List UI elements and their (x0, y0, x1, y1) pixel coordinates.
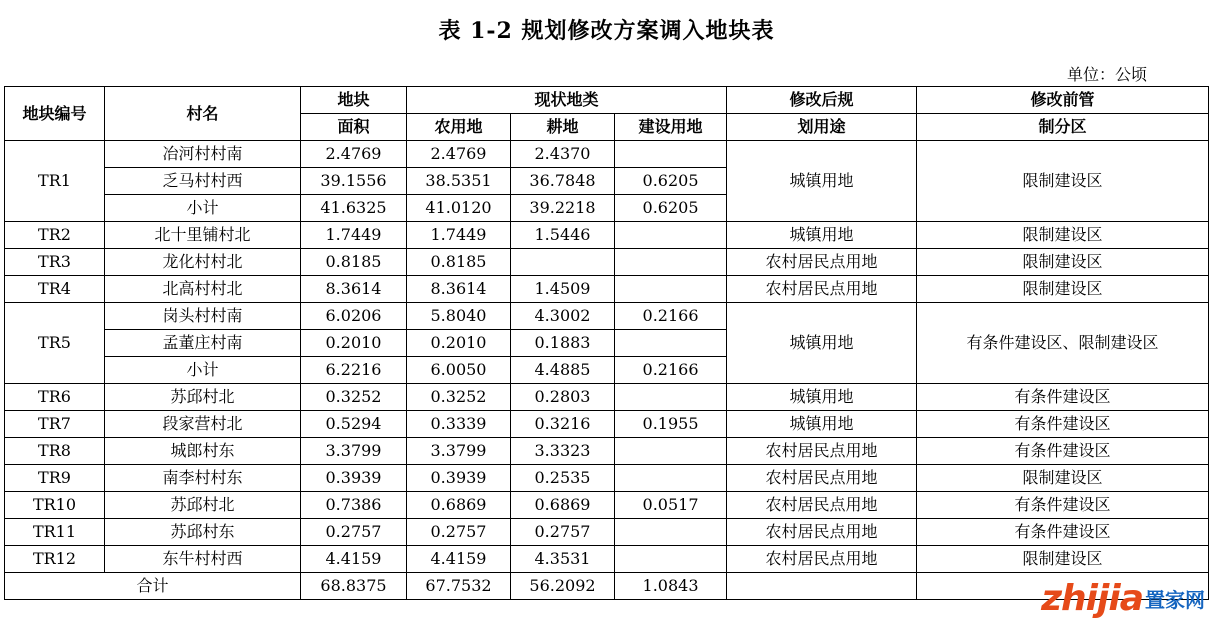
cell-use: 农村居民点用地 (727, 249, 917, 276)
table-row (5, 519, 1209, 546)
cell-farm: 0.6869 (407, 492, 511, 519)
cell-village: 乏马村村西 (105, 168, 301, 195)
header-row-1 (5, 87, 1209, 114)
cell-arable: 56.2092 (511, 573, 615, 600)
cell-area: 0.2010 (301, 330, 407, 357)
cell-block-id: TR6 (5, 384, 105, 411)
cell-arable: 4.3002 (511, 303, 615, 330)
cell-zone: 有条件建设区、限制建设区 (917, 303, 1209, 384)
cell-arable: 1.5446 (511, 222, 615, 249)
cell-zone: 限制建设区 (917, 546, 1209, 573)
cell-area: 0.3939 (301, 465, 407, 492)
cell-area: 6.0206 (301, 303, 407, 330)
cell-build: 0.6205 (615, 195, 727, 222)
cell-build (615, 222, 727, 249)
cell-area: 8.3614 (301, 276, 407, 303)
cell-arable: 36.7848 (511, 168, 615, 195)
cell-use: 农村居民点用地 (727, 465, 917, 492)
cell-build: 0.6205 (615, 168, 727, 195)
cell-arable: 0.1883 (511, 330, 615, 357)
cell-block-id: TR4 (5, 276, 105, 303)
table-row (5, 303, 1209, 330)
cell-block-id: TR3 (5, 249, 105, 276)
cell-area: 41.6325 (301, 195, 407, 222)
cell-village: 龙化村村北 (105, 249, 301, 276)
cell-farm: 67.7532 (407, 573, 511, 600)
unit-label: 单位：公顷 (1066, 65, 1147, 84)
cell-village: 小计 (105, 357, 301, 384)
table-body (5, 141, 1209, 600)
cell-farm: 0.3252 (407, 384, 511, 411)
cell-zone: 限制建设区 (917, 249, 1209, 276)
table-row (5, 411, 1209, 438)
cell-build: 0.1955 (615, 411, 727, 438)
table-row (5, 384, 1209, 411)
header-use-bottom: 划用途 (727, 114, 917, 141)
cell-zone: 有条件建设区 (917, 384, 1209, 411)
header-zone-top: 修改前管 (917, 87, 1209, 114)
cell-area: 4.4159 (301, 546, 407, 573)
cell-area: 0.8185 (301, 249, 407, 276)
cell-area: 0.3252 (301, 384, 407, 411)
cell-area: 3.3799 (301, 438, 407, 465)
cell-use: 城镇用地 (727, 303, 917, 384)
cell-village: 苏邱村北 (105, 492, 301, 519)
table-row (5, 438, 1209, 465)
cell-arable (511, 249, 615, 276)
table-row-total (5, 573, 1209, 600)
cell-arable: 0.2757 (511, 519, 615, 546)
cell-use: 城镇用地 (727, 141, 917, 222)
cell-arable: 1.4509 (511, 276, 615, 303)
cell-village: 苏邱村北 (105, 384, 301, 411)
cell-zone: 有条件建设区 (917, 492, 1209, 519)
cell-arable: 0.6869 (511, 492, 615, 519)
cell-village: 岗头村村南 (105, 303, 301, 330)
cell-farm: 0.2010 (407, 330, 511, 357)
cell-build: 0.0517 (615, 492, 727, 519)
cell-use (727, 573, 917, 600)
watermark-latin: zhijia (1041, 577, 1143, 619)
cell-block-id: TR1 (5, 141, 105, 222)
cell-arable: 0.2535 (511, 465, 615, 492)
cell-farm: 0.3939 (407, 465, 511, 492)
cell-block-id: TR12 (5, 546, 105, 573)
cell-zone: 有条件建设区 (917, 519, 1209, 546)
cell-farm: 1.7449 (407, 222, 511, 249)
cell-build: 0.2166 (615, 357, 727, 384)
cell-build (615, 546, 727, 573)
cell-use: 农村居民点用地 (727, 519, 917, 546)
table-row (5, 222, 1209, 249)
header-build: 建设用地 (615, 114, 727, 141)
cell-area: 39.1556 (301, 168, 407, 195)
cell-use: 城镇用地 (727, 222, 917, 249)
cell-build (615, 465, 727, 492)
cell-area: 68.8375 (301, 573, 407, 600)
cell-arable: 0.2803 (511, 384, 615, 411)
cell-farm: 8.3614 (407, 276, 511, 303)
cell-zone: 有条件建设区 (917, 411, 1209, 438)
cell-village: 城郎村东 (105, 438, 301, 465)
table-row (5, 546, 1209, 573)
cell-area: 0.2757 (301, 519, 407, 546)
cell-arable: 0.3216 (511, 411, 615, 438)
cell-farm: 38.5351 (407, 168, 511, 195)
header-use-top: 修改后规 (727, 87, 917, 114)
cell-village: 冶河村村南 (105, 141, 301, 168)
cell-village: 孟董庄村南 (105, 330, 301, 357)
cell-farm: 41.0120 (407, 195, 511, 222)
cell-arable: 4.3531 (511, 546, 615, 573)
cell-farm: 3.3799 (407, 438, 511, 465)
cell-block-id: TR10 (5, 492, 105, 519)
cell-village: 北高村村北 (105, 276, 301, 303)
cell-farm: 4.4159 (407, 546, 511, 573)
cell-zone: 限制建设区 (917, 276, 1209, 303)
cell-block-id: TR9 (5, 465, 105, 492)
header-village: 村名 (105, 87, 301, 141)
cell-area: 0.7386 (301, 492, 407, 519)
header-area-bottom: 面积 (301, 114, 407, 141)
cell-village: 东牛村村西 (105, 546, 301, 573)
cell-arable: 3.3323 (511, 438, 615, 465)
cell-block-id: TR2 (5, 222, 105, 249)
table-row (5, 492, 1209, 519)
cell-area: 0.5294 (301, 411, 407, 438)
cell-block-id: TR8 (5, 438, 105, 465)
cell-build (615, 141, 727, 168)
cell-arable: 2.4370 (511, 141, 615, 168)
header-status: 现状地类 (407, 87, 727, 114)
cell-arable: 4.4885 (511, 357, 615, 384)
cell-block-id: TR7 (5, 411, 105, 438)
watermark-logo (1041, 578, 1205, 618)
cell-build (615, 384, 727, 411)
cell-block-id: TR5 (5, 303, 105, 384)
cell-zone: 限制建设区 (917, 222, 1209, 249)
table-row (5, 141, 1209, 168)
table-title: 表 1-2 规划修改方案调入地块表 (438, 18, 775, 44)
cell-use: 农村居民点用地 (727, 492, 917, 519)
header-area-top: 地块 (301, 87, 407, 114)
cell-zone: 限制建设区 (917, 465, 1209, 492)
cell-farm: 0.8185 (407, 249, 511, 276)
cell-farm: 2.4769 (407, 141, 511, 168)
land-block-table (4, 86, 1209, 600)
cell-total-label: 合计 (5, 573, 301, 600)
cell-build (615, 438, 727, 465)
cell-village: 段家营村北 (105, 411, 301, 438)
cell-build (615, 330, 727, 357)
cell-use: 农村居民点用地 (727, 438, 917, 465)
cell-build (615, 519, 727, 546)
cell-area: 1.7449 (301, 222, 407, 249)
cell-build (615, 276, 727, 303)
cell-use: 城镇用地 (727, 411, 917, 438)
cell-use: 农村居民点用地 (727, 276, 917, 303)
cell-block-id: TR11 (5, 519, 105, 546)
table-row (5, 276, 1209, 303)
cell-farm: 0.2757 (407, 519, 511, 546)
header-block-id: 地块编号 (5, 87, 105, 141)
cell-village: 北十里铺村北 (105, 222, 301, 249)
header-farm: 农用地 (407, 114, 511, 141)
cell-village: 苏邱村东 (105, 519, 301, 546)
cell-area: 6.2216 (301, 357, 407, 384)
cell-area: 2.4769 (301, 141, 407, 168)
cell-arable: 39.2218 (511, 195, 615, 222)
cell-farm: 6.0050 (407, 357, 511, 384)
cell-zone: 有条件建设区 (917, 438, 1209, 465)
table-row (5, 465, 1209, 492)
cell-zone: 限制建设区 (917, 141, 1209, 222)
cell-build: 0.2166 (615, 303, 727, 330)
cell-village: 南李村村东 (105, 465, 301, 492)
cell-build: 1.0843 (615, 573, 727, 600)
table-row (5, 249, 1209, 276)
cell-village: 小计 (105, 195, 301, 222)
cell-farm: 0.3339 (407, 411, 511, 438)
cell-build (615, 249, 727, 276)
header-zone-bottom: 制分区 (917, 114, 1209, 141)
cell-use: 农村居民点用地 (727, 546, 917, 573)
header-arable: 耕地 (511, 114, 615, 141)
cell-use: 城镇用地 (727, 384, 917, 411)
watermark-chinese: 置家网 (1145, 587, 1205, 612)
cell-farm: 5.8040 (407, 303, 511, 330)
